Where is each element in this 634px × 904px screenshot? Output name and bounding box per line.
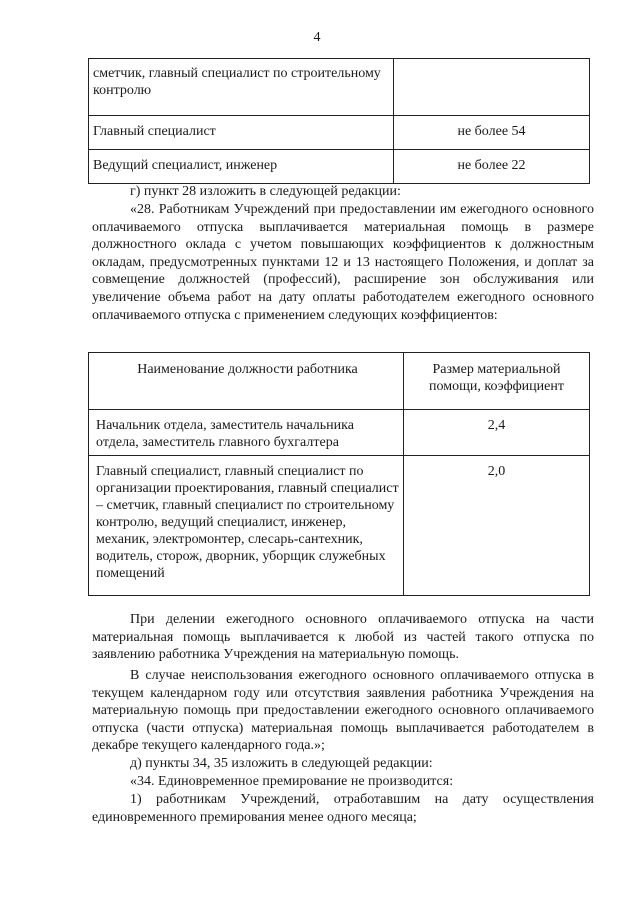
coefficient-cell: 2,4: [404, 410, 590, 456]
page-number: 4: [313, 30, 321, 45]
table-row: [89, 59, 590, 116]
table-header-row: [89, 353, 590, 410]
coefficient-cell: 2,0: [404, 456, 590, 596]
paragraph-g: г) пункт 28 изложить в следующей редакции:: [130, 184, 401, 199]
position-cell: Главный специалист, главный специалист по организации проектирования, главный специалист – сметчик, главный специалист по строительному контролю, ведущий специалист, инженер, механик, электромонтер, слесарь-сантехник, водитель, сторож, дворник, уборщик служебных помещений: [89, 456, 404, 596]
table-row: [89, 456, 590, 596]
paragraph-unused: В случае неиспользования ежегодного основного оплачиваемого отпуска в текущем календарном году или отсутствия заявления работника Учреждения на материальную помощь при предоставлении ежегодного основного оплачиваемого отпуска (части отпуска) материальная помощь выплачивается работодателем в декабре текущего календарного года.»;: [92, 668, 594, 754]
limits-table: [88, 58, 590, 184]
table-row: [89, 116, 590, 150]
position-cell: Ведущий специалист, инженер: [89, 150, 394, 184]
table-row: [89, 410, 590, 456]
limit-cell: не более 54: [394, 116, 590, 150]
table-row: [89, 150, 590, 184]
position-cell: Главный специалист: [89, 116, 394, 150]
header-position: Наименование должности работника: [89, 353, 404, 410]
paragraph-34: «34. Единовременное премирование не производится:: [130, 774, 454, 789]
limit-cell: не более 22: [394, 150, 590, 184]
paragraph-item-1: 1) работникам Учреждений, отработавшим на дату осуществления единовременного премирования менее одного месяца;: [92, 792, 594, 825]
coefficient-table: [88, 352, 590, 596]
paragraph-d: д) пункты 34, 35 изложить в следующей редакции:: [130, 756, 433, 771]
position-cell: Начальник отдела, заместитель начальника отдела, заместитель главного бухгалтера: [89, 410, 404, 456]
paragraph-28: «28. Работникам Учреждений при предоставлении им ежегодного основного оплачиваемого отпуска выплачивается материальная помощь в размере должностного оклада с учетом повышающих коэффициентов к должностным окладам, предусмотренных пунктами 12 и 13 настоящего Положения, и доплат за совмещение должностей (профессий), расширение зон обслуживания или увеличение объема работ на дату оплаты работодателем ежегодного основного оплачиваемого отпуска с применением следующих коэффициентов:: [92, 202, 594, 323]
header-coefficient: Размер материальной помощи, коэффициент: [404, 353, 590, 410]
paragraph-split: При делении ежегодного основного оплачиваемого отпуска на части материальная помощь выплачивается к любой из частей такого отпуска по заявлению работника Учреждения на материальную помощь.: [92, 612, 594, 663]
position-cell: сметчик, главный специалист по строительному контролю: [89, 59, 394, 116]
limit-cell: [394, 59, 590, 116]
